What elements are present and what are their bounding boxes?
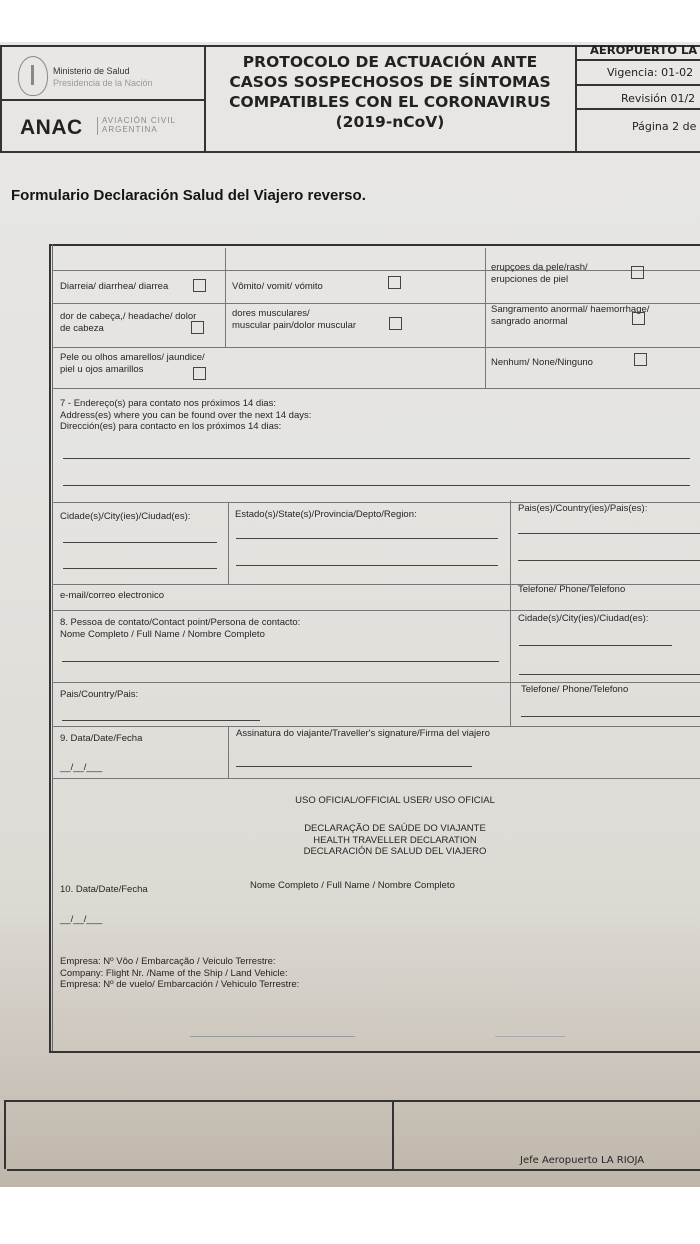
company-line[interactable] bbox=[190, 1036, 355, 1037]
city-label: Cidade(s)/City(ies)/Ciudad(es): bbox=[60, 511, 191, 522]
contact-city-input-2[interactable] bbox=[519, 674, 700, 675]
contact-name-input[interactable] bbox=[62, 661, 499, 662]
company-label: Empresa: Nº Vôo / Embarcação / Veiculo Terrestre: Company: Flight Nr. /Name of the Ship / Land Vehicle: Empresa: Nº de vuelo/ Embarcación / Vehiculo Terrestre: bbox=[60, 956, 300, 990]
airport-name: AEROPUERTO LA bbox=[590, 43, 698, 57]
protocol-title bbox=[205, 52, 575, 132]
coat-of-arms-icon bbox=[18, 56, 48, 96]
contact-country-input[interactable] bbox=[62, 720, 260, 721]
state-input-2[interactable] bbox=[236, 565, 498, 566]
symptom-muscular-pain-checkbox[interactable] bbox=[389, 317, 402, 330]
contact-phone-input[interactable] bbox=[521, 716, 700, 717]
title-line: (2019-nCoV) bbox=[335, 113, 445, 131]
phone-label: Telefone/ Phone/Telefono bbox=[518, 584, 626, 595]
contact-phone-label: Telefone/ Phone/Telefono bbox=[521, 684, 629, 695]
address-line-2[interactable] bbox=[63, 485, 690, 486]
contact-city-label: Cidade(s)/City(ies)/Ciudad(es): bbox=[518, 613, 649, 624]
title-line: COMPATIBLES CON EL CORONAVIRUS bbox=[229, 93, 551, 111]
symptom-haemorrhage-checkbox[interactable] bbox=[632, 312, 645, 325]
symptom-vomit-checkbox[interactable] bbox=[388, 276, 401, 289]
country-input-2[interactable] bbox=[518, 560, 700, 561]
ministry-name: Ministerio de Salud bbox=[53, 66, 130, 76]
symptom-none-checkbox[interactable] bbox=[634, 353, 647, 366]
airport-chief-caption: Jefe Aeropuerto LA RIOJA bbox=[520, 1155, 645, 1166]
signature-line[interactable] bbox=[236, 766, 472, 767]
section10-date-label: 10. Data/Date/Fecha bbox=[60, 884, 148, 895]
anac-logo: ANAC bbox=[20, 116, 83, 139]
anac-subtitle-line1: AVIACIÓN CIVIL bbox=[102, 116, 176, 125]
validity-date: Vigencia: 01-02 bbox=[607, 66, 694, 79]
form-title: Formulario Declaración Salud del Viajero reverso. bbox=[11, 187, 366, 204]
contact-country-label: Pais/Country/Pais: bbox=[60, 689, 139, 700]
city-input-1[interactable] bbox=[63, 542, 217, 543]
city-input-2[interactable] bbox=[63, 568, 217, 569]
section10-date-input[interactable]: __/__/___ bbox=[60, 914, 103, 925]
symptom-vomit-label: Vômito/ vomit/ vómito bbox=[232, 281, 323, 292]
symptom-rash-checkbox[interactable] bbox=[631, 266, 644, 279]
revision-number: Revisión 01/2 bbox=[621, 92, 696, 105]
section8-heading: 8. Pessoa de contato/Contact point/Persona de contacto: Nome Completo / Full Name / Nombre Completo bbox=[60, 617, 301, 640]
state-label: Estado(s)/State(s)/Provincia/Depto/Region: bbox=[235, 509, 417, 520]
symptom-diarrhea-checkbox[interactable] bbox=[193, 279, 206, 292]
official-fullname-label: Nome Completo / Full Name / Nombre Completo bbox=[250, 880, 455, 891]
symptom-diarrhea-label: Diarreia/ diarrhea/ diarrea bbox=[60, 281, 169, 292]
symptom-headache-label: dor de cabeça,/ headache/ dolor de cabeza bbox=[60, 311, 197, 334]
state-input-1[interactable] bbox=[236, 538, 498, 539]
symptom-jaundice-checkbox[interactable] bbox=[193, 367, 206, 380]
declaration-title: DECLARAÇÃO DE SAÚDE DO VIAJANTE HEALTH TRAVELLER DECLARATION DECLARACIÓN DE SALUD DEL VIAJERO bbox=[303, 823, 487, 857]
logo-divider bbox=[97, 117, 98, 135]
address-line-1[interactable] bbox=[63, 458, 690, 459]
contact-city-input-1[interactable] bbox=[519, 645, 672, 646]
section9-date-input[interactable]: __/__/___ bbox=[60, 762, 103, 773]
symptom-muscular-pain-label: dores musculares/ muscular pain/dolor muscular bbox=[232, 308, 357, 331]
anac-subtitle bbox=[102, 116, 176, 134]
symptom-jaundice-label: Pele ou olhos amarellos/ jaundice/ piel u ojos amarillos bbox=[60, 352, 205, 375]
official-use-heading: USO OFICIAL/OFFICIAL USER/ USO OFICIAL bbox=[295, 795, 495, 806]
anac-subtitle-line2: ARGENTINA bbox=[102, 125, 158, 134]
symptom-none-label: Nenhum/ None/Ninguno bbox=[491, 357, 593, 368]
section9-date-label: 9. Data/Date/Fecha bbox=[60, 733, 143, 744]
symptom-headache-checkbox[interactable] bbox=[191, 321, 204, 334]
symptom-rash-label: erupçoes da pele/rash/ erupciones de piel bbox=[491, 262, 588, 285]
section7-heading: 7 - Endereço(s) para contato nos próximos 14 dias: Address(es) where you can be found over the next 14 days: Dirección(es) para contacto en los próximos 14 dias: bbox=[60, 398, 312, 432]
country-label: Pais(es)/Country(ies)/Pais(es): bbox=[518, 503, 648, 514]
ministry-subtitle: Presidencia de la Nación bbox=[53, 78, 153, 88]
title-line: PROTOCOLO DE ACTUACIÓN ANTE bbox=[242, 53, 538, 71]
bottom-margin bbox=[76, 1187, 700, 1244]
signature-label: Assinatura do viajante/Traveller's signature/Firma del viajero bbox=[236, 728, 490, 739]
symptom-haemorrhage-label: Sangramento anormal/ haemorrhage/ sangrado anormal bbox=[491, 304, 650, 327]
country-input-1[interactable] bbox=[518, 533, 700, 534]
email-label: e-mail/correo electronico bbox=[60, 590, 165, 601]
page-number: Página 2 de bbox=[632, 120, 697, 133]
title-line: CASOS SOSPECHOSOS DE SÍNTOMAS bbox=[229, 73, 551, 91]
company-line-2[interactable] bbox=[495, 1036, 565, 1037]
